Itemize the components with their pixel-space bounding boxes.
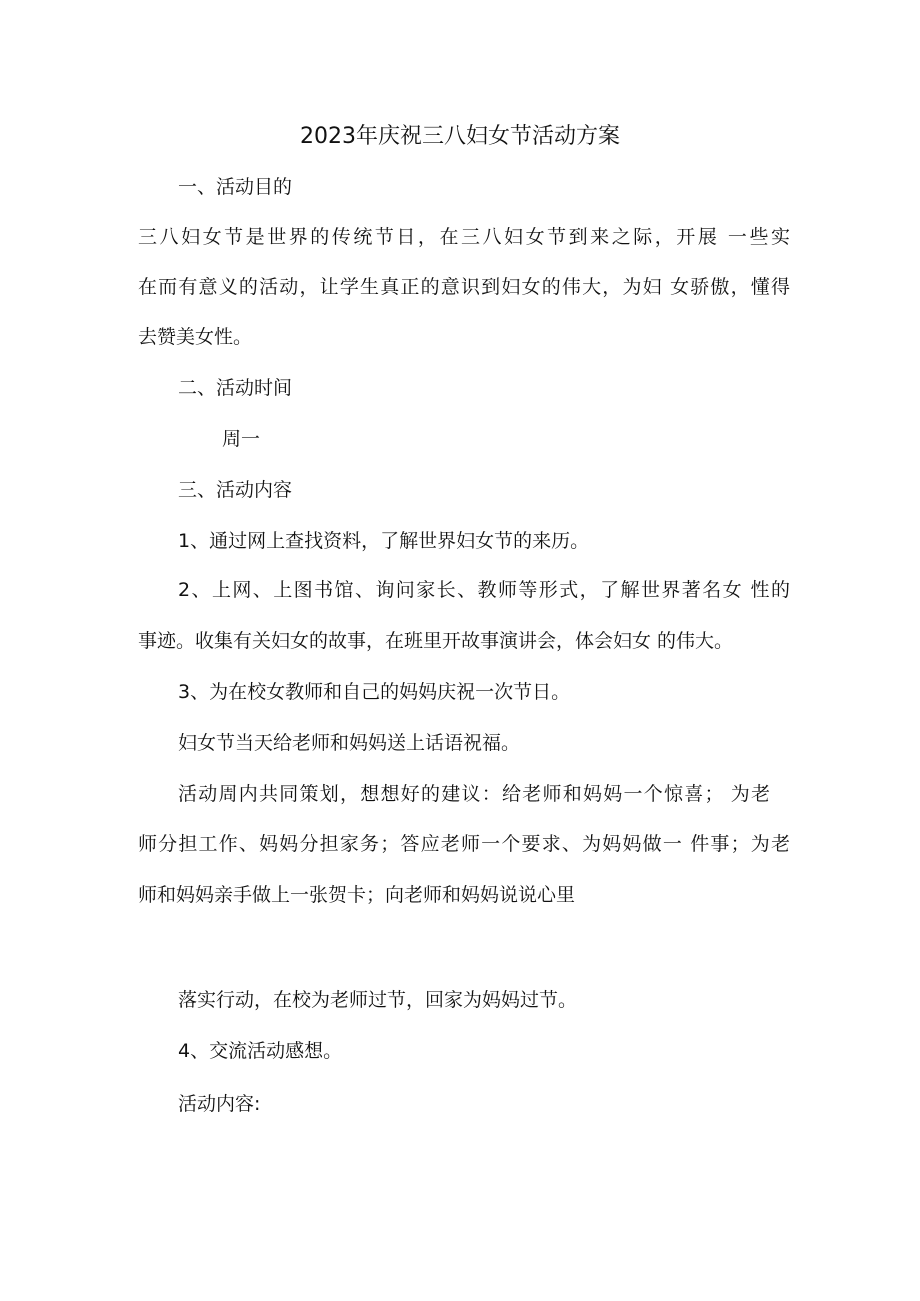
- activity-time-value: 周一: [222, 428, 261, 450]
- purpose-paragraph-line-3: 去赞美女性。: [138, 326, 253, 348]
- section-heading-purpose: 一、活动目的: [178, 176, 293, 198]
- purpose-paragraph-line-1: 三八妇女节是世界的传统节日，在三八妇女节到来之际，开展 一些实: [138, 226, 790, 248]
- section-heading-content: 三、活动内容: [178, 479, 293, 501]
- content-item-1: 1、通过网上查找资料，了解世界妇女节的来历。: [178, 530, 590, 552]
- content-item-3-sub-1: 妇女节当天给老师和妈妈送上话语祝福。: [178, 732, 521, 754]
- content-item-3: 3、为在校女教师和自己的妈妈庆祝一次节日。: [178, 681, 571, 703]
- purpose-paragraph-line-2: 在而有意义的活动，让学生真正的意识到妇女的伟大，为妇 女骄傲，懂得: [138, 276, 790, 298]
- content-item-3-sub-3: 落实行动，在校为老师过节，回家为妈妈过节。: [178, 989, 578, 1011]
- content-item-3-sub-2-line-2: 师分担工作、妈妈分担家务；答应老师一个要求、为妈妈做一 件事；为老: [138, 833, 790, 855]
- content-item-2-line-2: 事迹。收集有关妇女的故事，在班里开故事演讲会，体会妇女 的伟大。: [138, 630, 734, 652]
- content-item-4: 4、交流活动感想。: [178, 1040, 343, 1062]
- closing-label: 活动内容:: [178, 1093, 261, 1115]
- content-item-2-line-1: 2、上网、上图书馆、询问家长、教师等形式，了解世界著名女 性的: [178, 579, 790, 601]
- document-title: 2023年庆祝三八妇女节活动方案: [300, 124, 620, 149]
- content-item-3-sub-2-line-1: 活动周内共同策划，想想好的建议：给老师和妈妈一个惊喜； 为老: [178, 783, 770, 805]
- content-item-3-sub-2-line-3: 师和妈妈亲手做上一张贺卡；向老师和妈妈说说心里: [138, 884, 576, 906]
- section-heading-time: 二、活动时间: [178, 377, 293, 399]
